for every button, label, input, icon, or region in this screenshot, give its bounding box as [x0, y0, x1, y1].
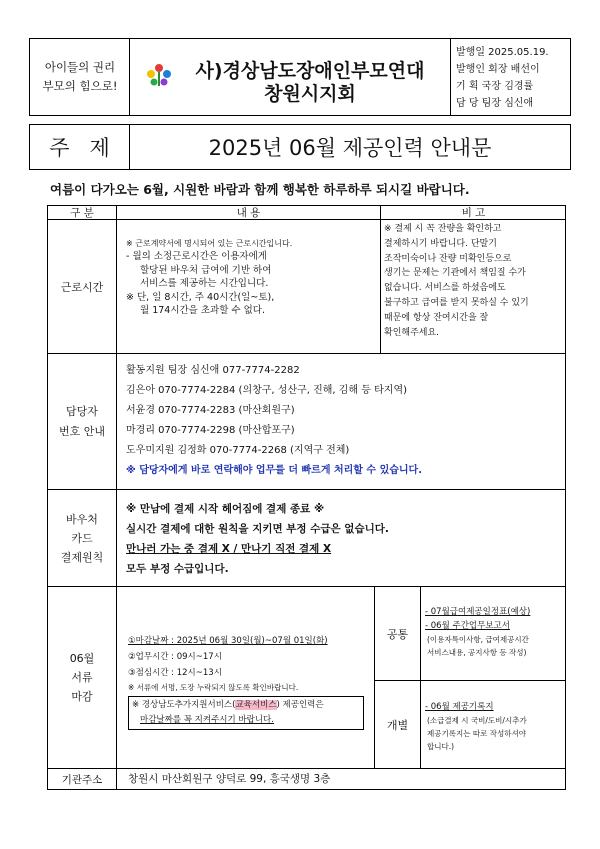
document-note: 제공기록지는 따로 작성하셔야	[427, 729, 526, 738]
rule-line: 만나러 가는 중 결제 X / 만나기 직전 결제 X	[126, 543, 332, 555]
contact-line: 활동지원 팀장 심신애 077-7774-2282	[126, 365, 300, 376]
address-label: 기관주소	[61, 773, 103, 786]
row-divider	[47, 219, 566, 220]
row-label-work-hours: 근로시간	[60, 280, 104, 294]
meta-row: 발행일 2025.05.19.	[456, 47, 549, 58]
row-label-voucher	[48, 490, 116, 586]
divider	[129, 38, 130, 116]
text-line: ※ 결제 시 꼭 잔량을 확인하고	[384, 224, 502, 234]
text-line: 때문에 항상 잔여시간을 잘	[384, 312, 489, 323]
rule-line: ※ 만남에 결제 시작 헤어짐에 결제 종료 ※	[126, 503, 325, 515]
service-notice-line: 마감날짜를 꼭 지켜주시기 바랍니다.	[140, 715, 274, 725]
deadline-reminder: ※ 서류에 서명, 도장 누락되지 않도록 확인바랍니다.	[128, 683, 299, 692]
row-divider	[47, 353, 566, 354]
meta-row: 기 획 국장 김경률	[456, 81, 534, 92]
text-line: 불구하고 급여를 받지 못하실 수 있기	[384, 297, 529, 308]
text-line: 확인해주세요.	[384, 327, 440, 338]
text-line: 서비스를 제공하는 시간입니다.	[140, 278, 269, 289]
text-line: - 월의 소정근로시간은 이용자에게	[126, 251, 267, 262]
service-notice	[128, 696, 364, 730]
common-documents	[425, 605, 565, 659]
highlight-text: 교육서비스	[235, 700, 277, 710]
label-line: 카드	[71, 531, 93, 545]
label-line: 결제원칙	[60, 550, 104, 564]
subject-title: 2025년 06월 제공인력 안내문	[208, 136, 492, 160]
text-line: ※ 근로계약서에 명시되어 있는 근로시간입니다.	[126, 239, 293, 248]
text-line: 없습니다. 서비스를 하셨음에도	[384, 283, 506, 294]
deadline-date: ①마감날짜 : 2025년 06월 30일(월)~07월 01일(화)	[128, 636, 328, 646]
address-value: 창원시 마산회원구 양덕로 99, 흥국생명 3층	[128, 773, 331, 785]
work-time: ②업무시간 : 09시~17시	[128, 652, 222, 662]
organization-branch: 창원시지회	[264, 83, 356, 105]
organization-name	[170, 60, 450, 106]
document-note: (이용자특이사항, 급여제공시간	[427, 635, 529, 644]
document-note: 서비스내용, 공지사항 등 작성)	[427, 648, 527, 657]
document-item: - 07월급여제공일정표(예상)	[425, 607, 531, 617]
text-line: 조작미숙이나 잔량 미확인등으로	[384, 253, 512, 264]
rule-line: 모두 부정 수급입니다.	[126, 563, 229, 575]
row-divider	[47, 489, 566, 490]
contact-line: 도우미지원 김정화 070-7774-2268 (지역구 전체)	[126, 445, 350, 456]
text-line: ※ 단, 일 8시간, 주 40시간(일~토),	[126, 291, 275, 303]
deadline-content	[128, 633, 372, 730]
work-hours-note	[384, 222, 566, 340]
column-header-content: 내 용	[236, 206, 261, 219]
label-line: 마감	[71, 690, 93, 703]
organization-name-line: 사)경상남도장애인부모연대	[195, 60, 425, 82]
work-hours-content	[126, 238, 378, 318]
document-note: 합니다.)	[427, 742, 455, 751]
label-line: 서류	[71, 671, 93, 684]
publication-meta	[456, 44, 571, 112]
row-divider	[47, 586, 566, 587]
document-note: (소급결제 시 국비/도비/시추가	[427, 716, 527, 725]
label-line: 담당자	[66, 404, 98, 418]
lunch-time: ③점심시간 : 12시~13시	[128, 668, 222, 678]
column-divider	[380, 205, 381, 353]
meta-row: 담 당 팀장 심신애	[456, 98, 534, 109]
contact-line: 마경리 070-7774-2298 (마산합포구)	[126, 425, 295, 436]
contact-line: 서윤경 070-7774-2283 (마산회원구)	[126, 405, 295, 416]
text-line: 생기는 문제는 기관에서 책임질 수가	[384, 268, 526, 279]
text-line: 월 174시간을 초과할 수 없다.	[140, 305, 266, 316]
greeting: 여름이 다가오는 6월, 시원한 바람과 함께 행복한 하루하루 되시길 바랍니다.	[50, 182, 470, 197]
document-item: - 06월 주간업무보고서	[425, 621, 510, 631]
label-line: 번호 안내	[58, 424, 105, 438]
common-label: 공통	[386, 627, 409, 641]
slogan-line: 아이들의 권리	[44, 60, 116, 74]
text-line: 결제하시기 바랍니다. 단말기	[384, 238, 497, 249]
contact-line: 김은아 070-7774-2284 (의창구, 성산구, 진해, 김해 등 타지역)	[126, 385, 408, 396]
service-notice-line: ※ 경상남도추가지원서비스(교육서비스) 제공인력은	[132, 700, 324, 710]
contacts-note: ※ 담당자에게 바로 연락해야 업무를 더 빠르게 처리할 수 있습니다.	[126, 465, 423, 476]
slogan-line: 부모의 힘으로!	[42, 79, 118, 93]
label-line: 06월	[69, 652, 95, 665]
text-line: 할당된 바우처 급여에 기반 하여	[140, 264, 272, 276]
individual-documents	[425, 700, 565, 753]
row-label-contacts	[48, 354, 116, 489]
rule-line: 실시간 결제에 대한 원칙을 지키면 부정 수급은 없습니다.	[126, 523, 389, 535]
column-divider	[116, 205, 117, 789]
voucher-rules	[126, 499, 564, 579]
label-line: 바우처	[66, 512, 98, 526]
subject-label: 주 제	[49, 136, 110, 160]
slogan	[31, 58, 129, 96]
meta-row: 발행인 회장 배선이	[456, 64, 540, 75]
column-header-category: 구 분	[70, 206, 94, 219]
organization-logo	[146, 62, 172, 88]
document-item: - 06월 제공기록지	[425, 702, 494, 712]
divider	[450, 38, 451, 116]
row-label-deadline	[48, 587, 116, 768]
column-header-note: 비 고	[461, 206, 486, 219]
column-divider	[420, 586, 421, 768]
individual-label: 개별	[386, 718, 409, 732]
contacts-list	[126, 361, 564, 481]
